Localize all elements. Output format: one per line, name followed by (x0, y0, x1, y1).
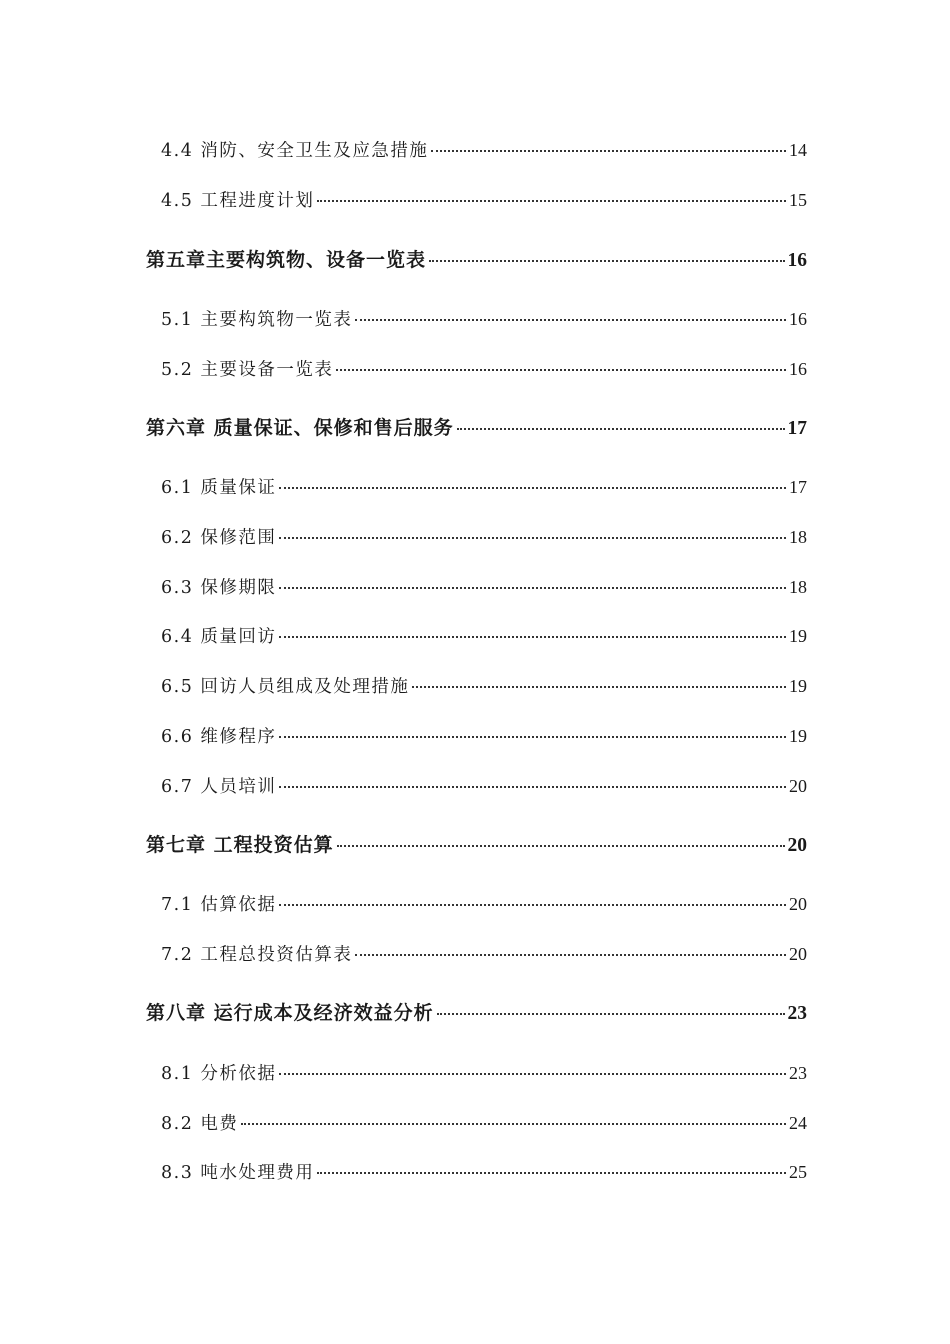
toc-page-number: 16 (789, 359, 807, 379)
toc-entry-4-5[interactable] (161, 185, 807, 215)
toc-page-number: 23 (789, 1063, 807, 1083)
toc-entry-7-1[interactable] (161, 889, 807, 919)
dot-leader (241, 1123, 786, 1125)
dot-leader (279, 736, 786, 738)
toc-chapter-6[interactable] (146, 413, 807, 443)
dot-leader (336, 369, 786, 371)
toc-entry-label: 4.4 消防、安全卫生及应急措施 (161, 141, 429, 161)
toc-page-number: 23 (787, 1003, 807, 1024)
toc-entry-8-1[interactable] (161, 1058, 807, 1088)
dot-leader (279, 636, 786, 638)
toc-entry-label: 6.5 回访人员组成及处理措施 (161, 677, 410, 697)
toc-page-number: 20 (789, 894, 807, 914)
toc-page-number: 20 (787, 835, 807, 856)
dot-leader (355, 954, 786, 956)
dot-leader (279, 487, 786, 489)
toc-chapter-5[interactable] (146, 245, 807, 275)
toc-entry-label: 6.3 保修期限 (161, 578, 277, 598)
toc-entry-label: 6.7 人员培训 (161, 777, 277, 797)
toc-page-number: 18 (789, 577, 807, 597)
toc-page-number: 25 (789, 1162, 807, 1182)
toc-chapter-label: 第八章 运行成本及经济效益分析 (146, 1002, 434, 1024)
toc-entry-label: 6.2 保修范围 (161, 528, 277, 548)
dot-leader (279, 587, 786, 589)
toc-page-number: 17 (787, 418, 807, 439)
toc-entry-label: 7.1 估算依据 (161, 895, 277, 915)
toc-chapter-label: 第七章 工程投资估算 (146, 834, 334, 856)
toc-page-number: 18 (789, 527, 807, 547)
toc-entry-label: 6.4 质量回访 (161, 627, 277, 647)
toc-page-number: 20 (789, 776, 807, 796)
toc-entry-label: 8.1 分析依据 (161, 1064, 277, 1084)
dot-leader (355, 319, 786, 321)
toc-page-number: 14 (789, 140, 807, 160)
dot-leader (317, 200, 786, 202)
dot-leader (337, 845, 785, 847)
toc-entry-label: 4.5 工程进度计划 (161, 191, 315, 211)
dot-leader (279, 904, 786, 906)
toc-page-number: 24 (789, 1113, 807, 1133)
toc-chapter-label: 第五章主要构筑物、设备一览表 (146, 249, 427, 271)
toc-entry-label: 5.2 主要设备一览表 (161, 360, 334, 380)
toc-page-number: 16 (787, 250, 807, 271)
dot-leader (457, 428, 785, 430)
toc-entry-5-1[interactable] (161, 304, 807, 334)
toc-chapter-7[interactable] (146, 830, 807, 860)
toc-entry-5-2[interactable] (161, 354, 807, 384)
toc-entry-4-4[interactable] (161, 135, 807, 165)
dot-leader (431, 150, 786, 152)
dot-leader (317, 1172, 786, 1174)
toc-page-number: 19 (789, 626, 807, 646)
toc-entry-label: 5.1 主要构筑物一览表 (161, 310, 353, 330)
toc-page-number: 15 (789, 190, 807, 210)
toc-chapter-8[interactable] (146, 998, 807, 1028)
toc-entry-6-6[interactable] (161, 721, 807, 751)
dot-leader (437, 1013, 785, 1015)
toc-entry-8-3[interactable] (161, 1157, 807, 1187)
dot-leader (429, 260, 784, 262)
toc-page-number: 20 (789, 944, 807, 964)
toc-page-number: 19 (789, 726, 807, 746)
toc-entry-6-4[interactable] (161, 621, 807, 651)
toc-entry-label: 8.3 吨水处理费用 (161, 1163, 315, 1183)
toc-entry-label: 7.2 工程总投资估算表 (161, 945, 353, 965)
toc-page-number: 16 (789, 309, 807, 329)
toc-entry-6-3[interactable] (161, 572, 807, 602)
toc-entry-6-2[interactable] (161, 522, 807, 552)
toc-entry-label: 8.2 电费 (161, 1114, 239, 1134)
toc-entry-6-5[interactable] (161, 671, 807, 701)
toc-entry-label: 6.1 质量保证 (161, 478, 277, 498)
toc-entry-8-2[interactable] (161, 1108, 807, 1138)
dot-leader (279, 786, 786, 788)
dot-leader (279, 1073, 786, 1075)
toc-page-number: 19 (789, 676, 807, 696)
dot-leader (279, 537, 786, 539)
toc-entry-6-7[interactable] (161, 771, 807, 801)
toc-entry-label: 6.6 维修程序 (161, 727, 277, 747)
toc-page-number: 17 (789, 477, 807, 497)
toc-entry-7-2[interactable] (161, 939, 807, 969)
toc-chapter-label: 第六章 质量保证、保修和售后服务 (146, 417, 454, 439)
toc-entry-6-1[interactable] (161, 472, 807, 502)
dot-leader (412, 686, 786, 688)
